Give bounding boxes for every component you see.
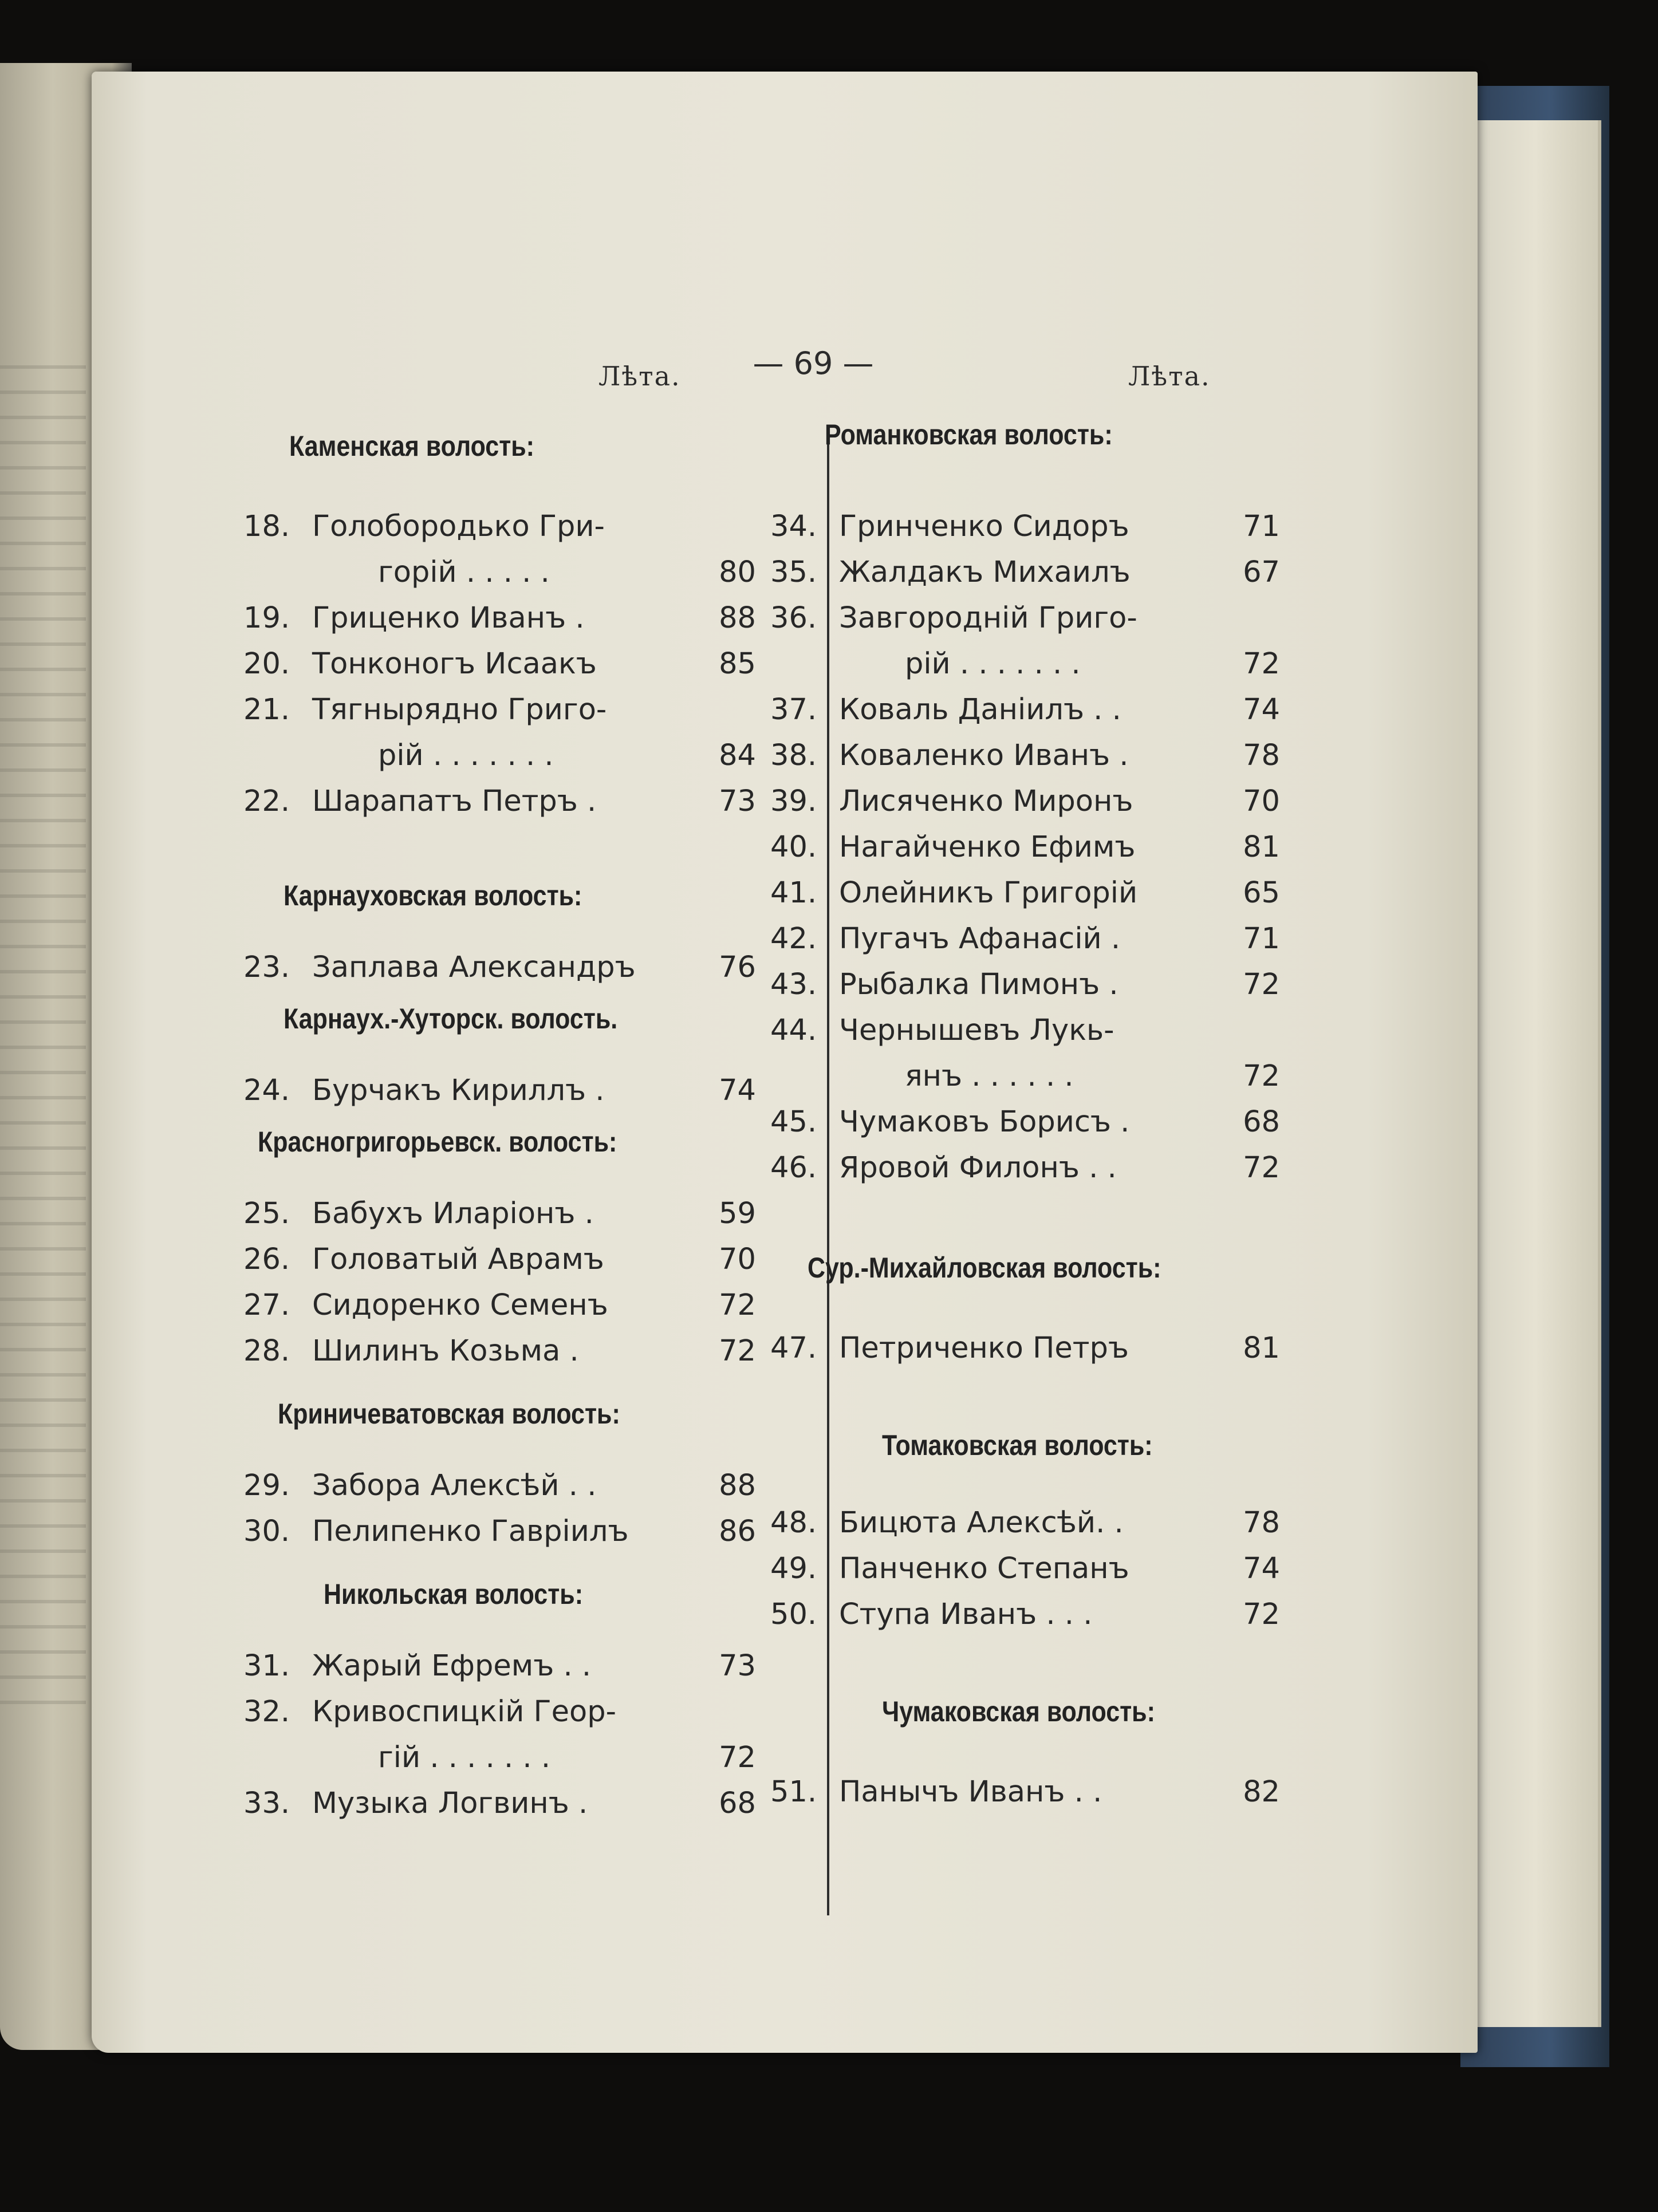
list-item [243,951,636,985]
entry-name: Пугачъ Афанасій . [839,922,1121,956]
entry-name: Петриченко Петръ [839,1331,1129,1365]
entry-age: 72 [719,1288,756,1322]
list-item [243,1243,604,1277]
entry-number: 50. [770,1598,817,1631]
list-item [243,1074,605,1108]
entry-age: 74 [1243,693,1280,727]
entry-age: 81 [1243,830,1280,864]
entry-age: 73 [719,784,756,818]
entry-name: Тонконогъ Исаакъ [312,647,597,681]
entry-number: 32. [243,1695,290,1729]
left-column-heading: Лѣта. [598,361,681,392]
list-item [243,510,605,544]
entry-name: Лисяченко Миронъ [839,784,1133,818]
entry-number: 21. [243,693,290,727]
list-item [243,784,596,819]
list-item [770,1059,1074,1094]
list-item [243,1288,608,1323]
list-item [770,876,1137,910]
entry-number: 27. [243,1288,290,1322]
entry-name: Завгородній Григо- [839,601,1137,635]
entry-age: 72 [1243,647,1280,681]
section-title: Сур.-Михайловская волость: [808,1252,1161,1284]
entry-number: 39. [770,784,817,818]
list-item [243,1469,596,1503]
entry-age: 84 [719,739,756,772]
entry-number: 34. [770,510,817,543]
list-item [770,739,1129,773]
section-title: Чумаковская волость: [882,1696,1155,1728]
list-item [243,1197,594,1231]
entry-name: Шарапатъ Петръ . [312,784,597,818]
right-column-heading: Лѣта. [1128,361,1211,392]
list-item [243,1741,550,1775]
entry-name: рій . . . . . . . [378,739,554,772]
entry-age: 70 [719,1243,756,1276]
entry-name: Панычъ Иванъ . . [839,1775,1102,1809]
section-title: Никольская волость: [324,1578,584,1610]
entry-name: рій . . . . . . . [905,647,1081,681]
entry-number: 29. [243,1469,290,1503]
list-item [770,1331,1129,1366]
list-item [243,1334,579,1369]
entry-age: 81 [1243,1331,1280,1365]
entry-age: 65 [1243,876,1280,910]
entry-age: 70 [1243,784,1280,818]
entry-age: 88 [719,1469,756,1503]
entry-age: 73 [719,1649,756,1683]
entry-number: 20. [243,647,290,681]
entry-name: Гриценко Иванъ . [312,601,585,635]
entry-name: Коваленко Иванъ . [839,739,1129,772]
entry-number: 23. [243,951,290,984]
list-item [770,601,1137,636]
left-page-bleed [0,344,86,1718]
entry-number: 47. [770,1331,817,1365]
entry-age: 68 [1243,1105,1280,1139]
list-item [243,601,585,636]
entry-name: Чернышевъ Лукь- [839,1014,1114,1047]
section-title: Красногригорьевск. волость: [258,1126,617,1158]
section-title: Романковская волость: [825,419,1113,451]
entry-age: 72 [719,1741,756,1775]
list-item [770,1506,1124,1540]
entry-age: 74 [719,1074,756,1107]
entry-age: 71 [1243,510,1280,543]
entry-number: 41. [770,876,817,910]
entry-name: Олейникъ Григорій [839,876,1138,910]
entry-name: Кривоспицкій Геор- [312,1695,617,1729]
entry-name: Жарый Ефремъ . . [312,1649,592,1683]
entry-age: 78 [1243,739,1280,772]
entry-name: Гринченко Сидоръ [839,510,1129,543]
entry-number: 31. [243,1649,290,1683]
entry-age: 72 [1243,968,1280,1001]
entry-name: Бицюта Алексѣй. . [839,1506,1124,1540]
entry-name: Яровой Филонъ . . [839,1151,1117,1185]
list-item [770,1775,1102,1809]
book-page [92,72,1478,2053]
list-item [243,1695,616,1729]
list-item [243,1515,628,1549]
entry-name: Панченко Степанъ [839,1552,1129,1586]
list-item [770,510,1129,544]
entry-age: 88 [719,601,756,635]
entry-name: Музыка Логвинъ . [312,1787,588,1820]
entry-name: Забора Алексѣй . . [312,1469,597,1503]
section-title: Карнауховская волость: [283,880,582,912]
list-item [243,1787,588,1821]
entry-age: 80 [719,555,756,589]
entry-name: Пелипенко Гавріилъ [312,1515,629,1548]
entry-age: 72 [1243,1059,1280,1093]
entry-number: 30. [243,1515,290,1548]
list-item [243,739,554,773]
entry-name: Чумаковъ Борисъ . [839,1105,1130,1139]
entry-age: 72 [1243,1151,1280,1185]
list-item [770,784,1133,819]
entry-number: 38. [770,739,817,772]
entry-number: 48. [770,1506,817,1540]
entry-name: Бурчакъ Кириллъ . [312,1074,605,1107]
entry-name: горій . . . . . [378,555,550,589]
entry-number: 42. [770,922,817,956]
entry-name: Рыбалка Пимонъ . [839,968,1119,1001]
entry-name: Коваль Даніилъ . . [839,693,1121,727]
list-item [243,555,550,590]
entry-age: 82 [1243,1775,1280,1809]
entry-name: Шилинъ Козьма . [312,1334,579,1368]
entry-age: 85 [719,647,756,681]
list-item [243,693,607,727]
entry-age: 59 [719,1197,756,1231]
entry-name: Жалдакъ Михаилъ [839,555,1131,589]
section-title: Томаковская волость: [882,1429,1153,1461]
next-page-edge [1472,120,1601,2027]
entry-name: Нагайченко Ефимъ [839,830,1136,864]
entry-name: Тягнырядно Григо- [312,693,607,727]
entry-name: Ступа Иванъ . . . [839,1598,1093,1631]
entry-number: 19. [243,601,290,635]
list-item [770,1598,1092,1632]
entry-age: 78 [1243,1506,1280,1540]
entry-name: Головатый Аврамъ [312,1243,604,1276]
entry-number: 43. [770,968,817,1001]
section-title: Криничеватовская волость: [278,1398,620,1430]
entry-number: 33. [243,1787,290,1820]
entry-number: 37. [770,693,817,727]
list-item [770,1151,1117,1185]
list-item [770,968,1119,1002]
entry-name: гій . . . . . . . [378,1741,551,1775]
entry-name: янъ . . . . . . [905,1059,1074,1093]
entry-name: Сидоренко Семенъ [312,1288,608,1322]
page-number: — 69 — [753,345,874,381]
list-item [770,1014,1114,1048]
list-item [770,1552,1129,1586]
list-item [243,647,597,681]
entry-age: 72 [1243,1598,1280,1631]
entry-number: 18. [243,510,290,543]
list-item [770,647,1081,681]
entry-number: 49. [770,1552,817,1586]
entry-number: 36. [770,601,817,635]
section-title: Каменская волость: [289,430,535,462]
entry-age: 71 [1243,922,1280,956]
entry-number: 22. [243,784,290,818]
entry-number: 26. [243,1243,290,1276]
entry-number: 40. [770,830,817,864]
list-item [243,1649,591,1683]
list-item [770,1105,1129,1139]
entry-age: 67 [1243,555,1280,589]
list-item [770,922,1120,956]
entry-number: 24. [243,1074,290,1107]
entry-number: 25. [243,1197,290,1231]
section-title: Карнаух.-Хуторск. волость. [283,1003,618,1035]
entry-number: 44. [770,1014,817,1047]
entry-age: 68 [719,1787,756,1820]
entry-age: 86 [719,1515,756,1548]
entry-age: 74 [1243,1552,1280,1586]
entry-age: 72 [719,1334,756,1368]
entry-name: Голобородько Гри- [312,510,605,543]
entry-age: 76 [719,951,756,984]
entry-name: Бабухъ Иларіонъ . [312,1197,594,1231]
list-item [770,555,1131,590]
entry-number: 35. [770,555,817,589]
entry-number: 45. [770,1105,817,1139]
list-item [770,693,1121,727]
entry-name: Заплава Александръ [312,951,636,984]
entry-number: 51. [770,1775,817,1809]
entry-number: 28. [243,1334,290,1368]
list-item [770,830,1135,865]
entry-number: 46. [770,1151,817,1185]
